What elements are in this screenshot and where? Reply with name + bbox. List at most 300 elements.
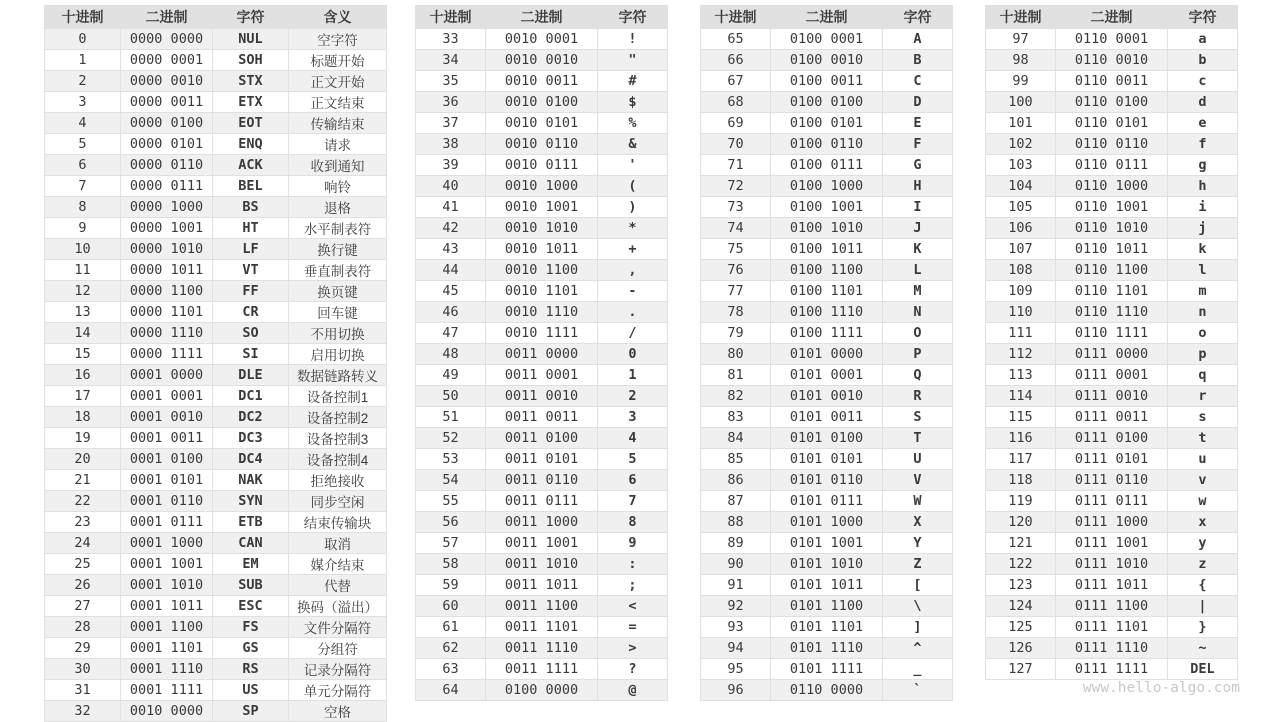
binary-cell: 0000 0011 bbox=[121, 92, 213, 113]
decimal-cell: 67 bbox=[701, 71, 771, 92]
binary-cell: 0000 1100 bbox=[121, 281, 213, 302]
decimal-cell: 60 bbox=[416, 596, 486, 617]
binary-cell: 0000 0010 bbox=[121, 71, 213, 92]
decimal-cell: 88 bbox=[701, 512, 771, 533]
table-row bbox=[701, 71, 953, 92]
binary-cell: 0001 1111 bbox=[121, 680, 213, 701]
char-cell: ` bbox=[883, 680, 953, 701]
decimal-cell: 54 bbox=[416, 470, 486, 491]
char-cell: . bbox=[598, 302, 668, 323]
meaning-cell: 记录分隔符 bbox=[289, 659, 387, 680]
meaning-header: 含义 bbox=[289, 6, 387, 29]
char-cell: 0 bbox=[598, 344, 668, 365]
decimal-cell: 121 bbox=[986, 533, 1056, 554]
decimal-cell: 49 bbox=[416, 365, 486, 386]
table-row bbox=[45, 239, 387, 260]
binary-cell: 0100 1001 bbox=[771, 197, 883, 218]
binary-cell: 0001 1100 bbox=[121, 617, 213, 638]
binary-cell: 0000 1011 bbox=[121, 260, 213, 281]
meaning-cell: 启用切换 bbox=[289, 344, 387, 365]
binary-cell: 0101 0000 bbox=[771, 344, 883, 365]
meaning-cell: 单元分隔符 bbox=[289, 680, 387, 701]
binary-cell: 0110 0000 bbox=[771, 680, 883, 701]
decimal-cell: 95 bbox=[701, 659, 771, 680]
decimal-cell: 79 bbox=[701, 323, 771, 344]
ascii-table-0-32 bbox=[44, 5, 387, 722]
decimal-cell: 91 bbox=[701, 575, 771, 596]
decimal-cell: 90 bbox=[701, 554, 771, 575]
decimal-cell: 97 bbox=[986, 29, 1056, 50]
table-row bbox=[416, 92, 668, 113]
char-cell: EOT bbox=[213, 113, 289, 134]
char-cell: } bbox=[1168, 617, 1238, 638]
char-cell: % bbox=[598, 113, 668, 134]
decimal-cell: 28 bbox=[45, 617, 121, 638]
decimal-cell: 40 bbox=[416, 176, 486, 197]
binary-cell: 0010 1110 bbox=[486, 302, 598, 323]
char-cell: DC1 bbox=[213, 386, 289, 407]
binary-cell: 0011 0110 bbox=[486, 470, 598, 491]
binary-cell: 0010 0001 bbox=[486, 29, 598, 50]
decimal-header: 十进制 bbox=[45, 6, 121, 29]
char-cell: & bbox=[598, 134, 668, 155]
table-row bbox=[986, 50, 1238, 71]
table-row bbox=[45, 596, 387, 617]
decimal-cell: 48 bbox=[416, 344, 486, 365]
char-cell: GS bbox=[213, 638, 289, 659]
meaning-cell: 不用切换 bbox=[289, 323, 387, 344]
decimal-cell: 109 bbox=[986, 281, 1056, 302]
char-cell: DC3 bbox=[213, 428, 289, 449]
table-row bbox=[701, 470, 953, 491]
binary-cell: 0111 0001 bbox=[1056, 365, 1168, 386]
char-cell: 1 bbox=[598, 365, 668, 386]
decimal-cell: 30 bbox=[45, 659, 121, 680]
binary-cell: 0011 1111 bbox=[486, 659, 598, 680]
char-cell: CAN bbox=[213, 533, 289, 554]
decimal-cell: 55 bbox=[416, 491, 486, 512]
meaning-cell: 空字符 bbox=[289, 29, 387, 50]
table-row bbox=[45, 575, 387, 596]
decimal-cell: 43 bbox=[416, 239, 486, 260]
table-row bbox=[701, 302, 953, 323]
meaning-cell: 文件分隔符 bbox=[289, 617, 387, 638]
char-cell: SOH bbox=[213, 50, 289, 71]
decimal-cell: 13 bbox=[45, 302, 121, 323]
char-cell: c bbox=[1168, 71, 1238, 92]
table-row bbox=[416, 365, 668, 386]
binary-cell: 0100 0110 bbox=[771, 134, 883, 155]
decimal-cell: 83 bbox=[701, 407, 771, 428]
binary-cell: 0010 1100 bbox=[486, 260, 598, 281]
decimal-cell: 32 bbox=[45, 701, 121, 722]
binary-cell: 0001 1010 bbox=[121, 575, 213, 596]
binary-cell: 0110 1100 bbox=[1056, 260, 1168, 281]
binary-cell: 0101 1010 bbox=[771, 554, 883, 575]
table-row bbox=[416, 575, 668, 596]
table-row bbox=[986, 659, 1238, 680]
char-cell: x bbox=[1168, 512, 1238, 533]
table-row bbox=[416, 407, 668, 428]
header-row bbox=[701, 6, 953, 29]
table-row bbox=[701, 365, 953, 386]
char-cell: / bbox=[598, 323, 668, 344]
decimal-cell: 58 bbox=[416, 554, 486, 575]
char-cell: V bbox=[883, 470, 953, 491]
table-row bbox=[986, 92, 1238, 113]
decimal-cell: 104 bbox=[986, 176, 1056, 197]
binary-cell: 0100 0010 bbox=[771, 50, 883, 71]
char-cell: \ bbox=[883, 596, 953, 617]
meaning-cell: 响铃 bbox=[289, 176, 387, 197]
meaning-cell: 标题开始 bbox=[289, 50, 387, 71]
binary-cell: 0001 1011 bbox=[121, 596, 213, 617]
char-cell: N bbox=[883, 302, 953, 323]
meaning-cell: 垂直制表符 bbox=[289, 260, 387, 281]
char-cell: STX bbox=[213, 71, 289, 92]
char-cell: z bbox=[1168, 554, 1238, 575]
binary-cell: 0100 0000 bbox=[486, 680, 598, 701]
decimal-cell: 108 bbox=[986, 260, 1056, 281]
table-row bbox=[986, 575, 1238, 596]
decimal-cell: 87 bbox=[701, 491, 771, 512]
table-row bbox=[45, 449, 387, 470]
table-row bbox=[416, 176, 668, 197]
table-row bbox=[701, 92, 953, 113]
table-row bbox=[45, 29, 387, 50]
char-cell: t bbox=[1168, 428, 1238, 449]
decimal-cell: 125 bbox=[986, 617, 1056, 638]
table-row bbox=[986, 260, 1238, 281]
table-row bbox=[701, 113, 953, 134]
binary-cell: 0101 1100 bbox=[771, 596, 883, 617]
binary-cell: 0101 0001 bbox=[771, 365, 883, 386]
decimal-cell: 41 bbox=[416, 197, 486, 218]
char-cell: SP bbox=[213, 701, 289, 722]
binary-cell: 0010 0011 bbox=[486, 71, 598, 92]
char-cell: 2 bbox=[598, 386, 668, 407]
decimal-cell: 25 bbox=[45, 554, 121, 575]
binary-cell: 0000 1000 bbox=[121, 197, 213, 218]
table-row bbox=[45, 113, 387, 134]
table-row bbox=[986, 239, 1238, 260]
decimal-cell: 81 bbox=[701, 365, 771, 386]
table-row bbox=[45, 365, 387, 386]
binary-cell: 0111 1000 bbox=[1056, 512, 1168, 533]
binary-cell: 0001 0110 bbox=[121, 491, 213, 512]
decimal-cell: 103 bbox=[986, 155, 1056, 176]
binary-cell: 0001 1001 bbox=[121, 554, 213, 575]
decimal-cell: 56 bbox=[416, 512, 486, 533]
table-row bbox=[416, 29, 668, 50]
table-row bbox=[701, 218, 953, 239]
table-row bbox=[701, 449, 953, 470]
table-row bbox=[416, 239, 668, 260]
binary-cell: 0101 1111 bbox=[771, 659, 883, 680]
char-cell: y bbox=[1168, 533, 1238, 554]
table-row bbox=[416, 323, 668, 344]
meaning-cell: 传输结束 bbox=[289, 113, 387, 134]
table-row bbox=[45, 554, 387, 575]
char-cell: DLE bbox=[213, 365, 289, 386]
decimal-cell: 14 bbox=[45, 323, 121, 344]
meaning-cell: 回车键 bbox=[289, 302, 387, 323]
binary-cell: 0101 0011 bbox=[771, 407, 883, 428]
binary-cell: 0110 0011 bbox=[1056, 71, 1168, 92]
char-cell: @ bbox=[598, 680, 668, 701]
binary-cell: 0010 1001 bbox=[486, 197, 598, 218]
decimal-cell: 102 bbox=[986, 134, 1056, 155]
binary-cell: 0101 1001 bbox=[771, 533, 883, 554]
char-cell: US bbox=[213, 680, 289, 701]
table-row bbox=[45, 407, 387, 428]
table-row bbox=[986, 302, 1238, 323]
char-cell: K bbox=[883, 239, 953, 260]
char-cell: R bbox=[883, 386, 953, 407]
char-cell: { bbox=[1168, 575, 1238, 596]
table-row bbox=[701, 596, 953, 617]
binary-cell: 0101 1101 bbox=[771, 617, 883, 638]
decimal-cell: 33 bbox=[416, 29, 486, 50]
binary-cell: 0000 0111 bbox=[121, 176, 213, 197]
table-row bbox=[45, 638, 387, 659]
char-cell: 3 bbox=[598, 407, 668, 428]
char-cell: ETX bbox=[213, 92, 289, 113]
decimal-cell: 71 bbox=[701, 155, 771, 176]
binary-cell: 0010 0111 bbox=[486, 155, 598, 176]
decimal-cell: 72 bbox=[701, 176, 771, 197]
table-row bbox=[701, 638, 953, 659]
table-row bbox=[45, 701, 387, 722]
table-row bbox=[986, 71, 1238, 92]
decimal-cell: 122 bbox=[986, 554, 1056, 575]
char-cell: ~ bbox=[1168, 638, 1238, 659]
char-cell: DC4 bbox=[213, 449, 289, 470]
binary-cell: 0011 0001 bbox=[486, 365, 598, 386]
binary-cell: 0001 0011 bbox=[121, 428, 213, 449]
binary-cell: 0101 0110 bbox=[771, 470, 883, 491]
char-cell: b bbox=[1168, 50, 1238, 71]
char-cell: k bbox=[1168, 239, 1238, 260]
char-cell: _ bbox=[883, 659, 953, 680]
char-cell: 9 bbox=[598, 533, 668, 554]
decimal-cell: 62 bbox=[416, 638, 486, 659]
char-cell: e bbox=[1168, 113, 1238, 134]
decimal-cell: 11 bbox=[45, 260, 121, 281]
binary-cell: 0010 0010 bbox=[486, 50, 598, 71]
char-cell: SYN bbox=[213, 491, 289, 512]
decimal-cell: 31 bbox=[45, 680, 121, 701]
char-cell: g bbox=[1168, 155, 1238, 176]
binary-cell: 0001 0100 bbox=[121, 449, 213, 470]
char-cell: = bbox=[598, 617, 668, 638]
binary-cell: 0011 0101 bbox=[486, 449, 598, 470]
table-row bbox=[45, 218, 387, 239]
table-row bbox=[416, 491, 668, 512]
table-row bbox=[45, 470, 387, 491]
binary-cell: 0110 1001 bbox=[1056, 197, 1168, 218]
decimal-cell: 92 bbox=[701, 596, 771, 617]
table-row bbox=[416, 302, 668, 323]
binary-cell: 0010 0110 bbox=[486, 134, 598, 155]
table-row bbox=[986, 323, 1238, 344]
decimal-header: 十进制 bbox=[416, 6, 486, 29]
char-cell: f bbox=[1168, 134, 1238, 155]
table-row bbox=[701, 659, 953, 680]
decimal-cell: 110 bbox=[986, 302, 1056, 323]
binary-cell: 0010 1101 bbox=[486, 281, 598, 302]
binary-cell: 0100 1100 bbox=[771, 260, 883, 281]
char-cell: L bbox=[883, 260, 953, 281]
table-row bbox=[45, 491, 387, 512]
table-row bbox=[986, 176, 1238, 197]
table-row bbox=[701, 533, 953, 554]
decimal-cell: 124 bbox=[986, 596, 1056, 617]
table-row bbox=[45, 533, 387, 554]
decimal-cell: 85 bbox=[701, 449, 771, 470]
meaning-cell: 设备控制4 bbox=[289, 449, 387, 470]
table-row bbox=[986, 113, 1238, 134]
binary-cell: 0110 0111 bbox=[1056, 155, 1168, 176]
binary-cell: 0001 0001 bbox=[121, 386, 213, 407]
decimal-cell: 117 bbox=[986, 449, 1056, 470]
binary-cell: 0010 1000 bbox=[486, 176, 598, 197]
char-cell: r bbox=[1168, 386, 1238, 407]
decimal-cell: 84 bbox=[701, 428, 771, 449]
table-row bbox=[45, 197, 387, 218]
char-cell: 6 bbox=[598, 470, 668, 491]
table-row bbox=[416, 680, 668, 701]
ascii-table-65-96 bbox=[700, 5, 953, 701]
char-cell: U bbox=[883, 449, 953, 470]
binary-cell: 0110 1110 bbox=[1056, 302, 1168, 323]
ascii-table-33-64 bbox=[415, 5, 668, 701]
binary-cell: 0100 0111 bbox=[771, 155, 883, 176]
char-cell: o bbox=[1168, 323, 1238, 344]
binary-cell: 0111 1010 bbox=[1056, 554, 1168, 575]
binary-cell: 0001 0000 bbox=[121, 365, 213, 386]
decimal-cell: 116 bbox=[986, 428, 1056, 449]
binary-cell: 0001 0101 bbox=[121, 470, 213, 491]
decimal-cell: 37 bbox=[416, 113, 486, 134]
meaning-cell: 水平制表符 bbox=[289, 218, 387, 239]
binary-cell: 0011 0111 bbox=[486, 491, 598, 512]
table-row bbox=[416, 155, 668, 176]
binary-cell: 0010 0101 bbox=[486, 113, 598, 134]
table-row bbox=[701, 197, 953, 218]
decimal-cell: 73 bbox=[701, 197, 771, 218]
binary-cell: 0011 1101 bbox=[486, 617, 598, 638]
decimal-cell: 78 bbox=[701, 302, 771, 323]
binary-cell: 0101 1000 bbox=[771, 512, 883, 533]
binary-cell: 0100 0011 bbox=[771, 71, 883, 92]
char-cell: HT bbox=[213, 218, 289, 239]
decimal-cell: 64 bbox=[416, 680, 486, 701]
decimal-cell: 66 bbox=[701, 50, 771, 71]
decimal-cell: 36 bbox=[416, 92, 486, 113]
char-header: 字符 bbox=[213, 6, 289, 29]
decimal-cell: 16 bbox=[45, 365, 121, 386]
table-row bbox=[45, 134, 387, 155]
char-header: 字符 bbox=[1168, 6, 1238, 29]
binary-cell: 0011 1011 bbox=[486, 575, 598, 596]
binary-cell: 0011 1010 bbox=[486, 554, 598, 575]
binary-cell: 0001 0010 bbox=[121, 407, 213, 428]
binary-cell: 0010 1111 bbox=[486, 323, 598, 344]
decimal-cell: 112 bbox=[986, 344, 1056, 365]
decimal-cell: 18 bbox=[45, 407, 121, 428]
table-row bbox=[416, 71, 668, 92]
table-row bbox=[45, 155, 387, 176]
char-cell: E bbox=[883, 113, 953, 134]
char-cell: RS bbox=[213, 659, 289, 680]
decimal-cell: 46 bbox=[416, 302, 486, 323]
decimal-cell: 101 bbox=[986, 113, 1056, 134]
char-cell: ) bbox=[598, 197, 668, 218]
decimal-cell: 10 bbox=[45, 239, 121, 260]
table-row bbox=[986, 449, 1238, 470]
meaning-cell: 代替 bbox=[289, 575, 387, 596]
binary-cell: 0011 0010 bbox=[486, 386, 598, 407]
decimal-cell: 99 bbox=[986, 71, 1056, 92]
decimal-cell: 23 bbox=[45, 512, 121, 533]
meaning-cell: 媒介结束 bbox=[289, 554, 387, 575]
char-cell: : bbox=[598, 554, 668, 575]
binary-cell: 0000 0101 bbox=[121, 134, 213, 155]
char-cell: v bbox=[1168, 470, 1238, 491]
char-cell: P bbox=[883, 344, 953, 365]
header-row bbox=[45, 6, 387, 29]
decimal-cell: 27 bbox=[45, 596, 121, 617]
decimal-cell: 26 bbox=[45, 575, 121, 596]
binary-cell: 0100 1110 bbox=[771, 302, 883, 323]
decimal-cell: 5 bbox=[45, 134, 121, 155]
binary-cell: 0100 1011 bbox=[771, 239, 883, 260]
decimal-cell: 38 bbox=[416, 134, 486, 155]
binary-cell: 0011 0011 bbox=[486, 407, 598, 428]
char-cell: C bbox=[883, 71, 953, 92]
table-row bbox=[416, 197, 668, 218]
binary-cell: 0111 0111 bbox=[1056, 491, 1168, 512]
decimal-cell: 51 bbox=[416, 407, 486, 428]
table-row bbox=[701, 512, 953, 533]
binary-header: 二进制 bbox=[771, 6, 883, 29]
binary-cell: 0001 1110 bbox=[121, 659, 213, 680]
table-row bbox=[701, 176, 953, 197]
table-row bbox=[986, 554, 1238, 575]
char-cell: FS bbox=[213, 617, 289, 638]
binary-cell: 0010 1010 bbox=[486, 218, 598, 239]
binary-cell: 0111 1101 bbox=[1056, 617, 1168, 638]
decimal-cell: 19 bbox=[45, 428, 121, 449]
char-cell: + bbox=[598, 239, 668, 260]
table-row bbox=[416, 596, 668, 617]
char-cell: NAK bbox=[213, 470, 289, 491]
char-cell: SUB bbox=[213, 575, 289, 596]
meaning-cell: 分组符 bbox=[289, 638, 387, 659]
table-row bbox=[416, 428, 668, 449]
table-row bbox=[701, 155, 953, 176]
char-cell: p bbox=[1168, 344, 1238, 365]
meaning-cell: 换码（溢出） bbox=[289, 596, 387, 617]
decimal-cell: 123 bbox=[986, 575, 1056, 596]
ascii-table-97-127 bbox=[985, 5, 1238, 680]
char-cell: w bbox=[1168, 491, 1238, 512]
binary-cell: 0010 1011 bbox=[486, 239, 598, 260]
char-cell: q bbox=[1168, 365, 1238, 386]
binary-cell: 0110 0001 bbox=[1056, 29, 1168, 50]
binary-cell: 0110 0010 bbox=[1056, 50, 1168, 71]
